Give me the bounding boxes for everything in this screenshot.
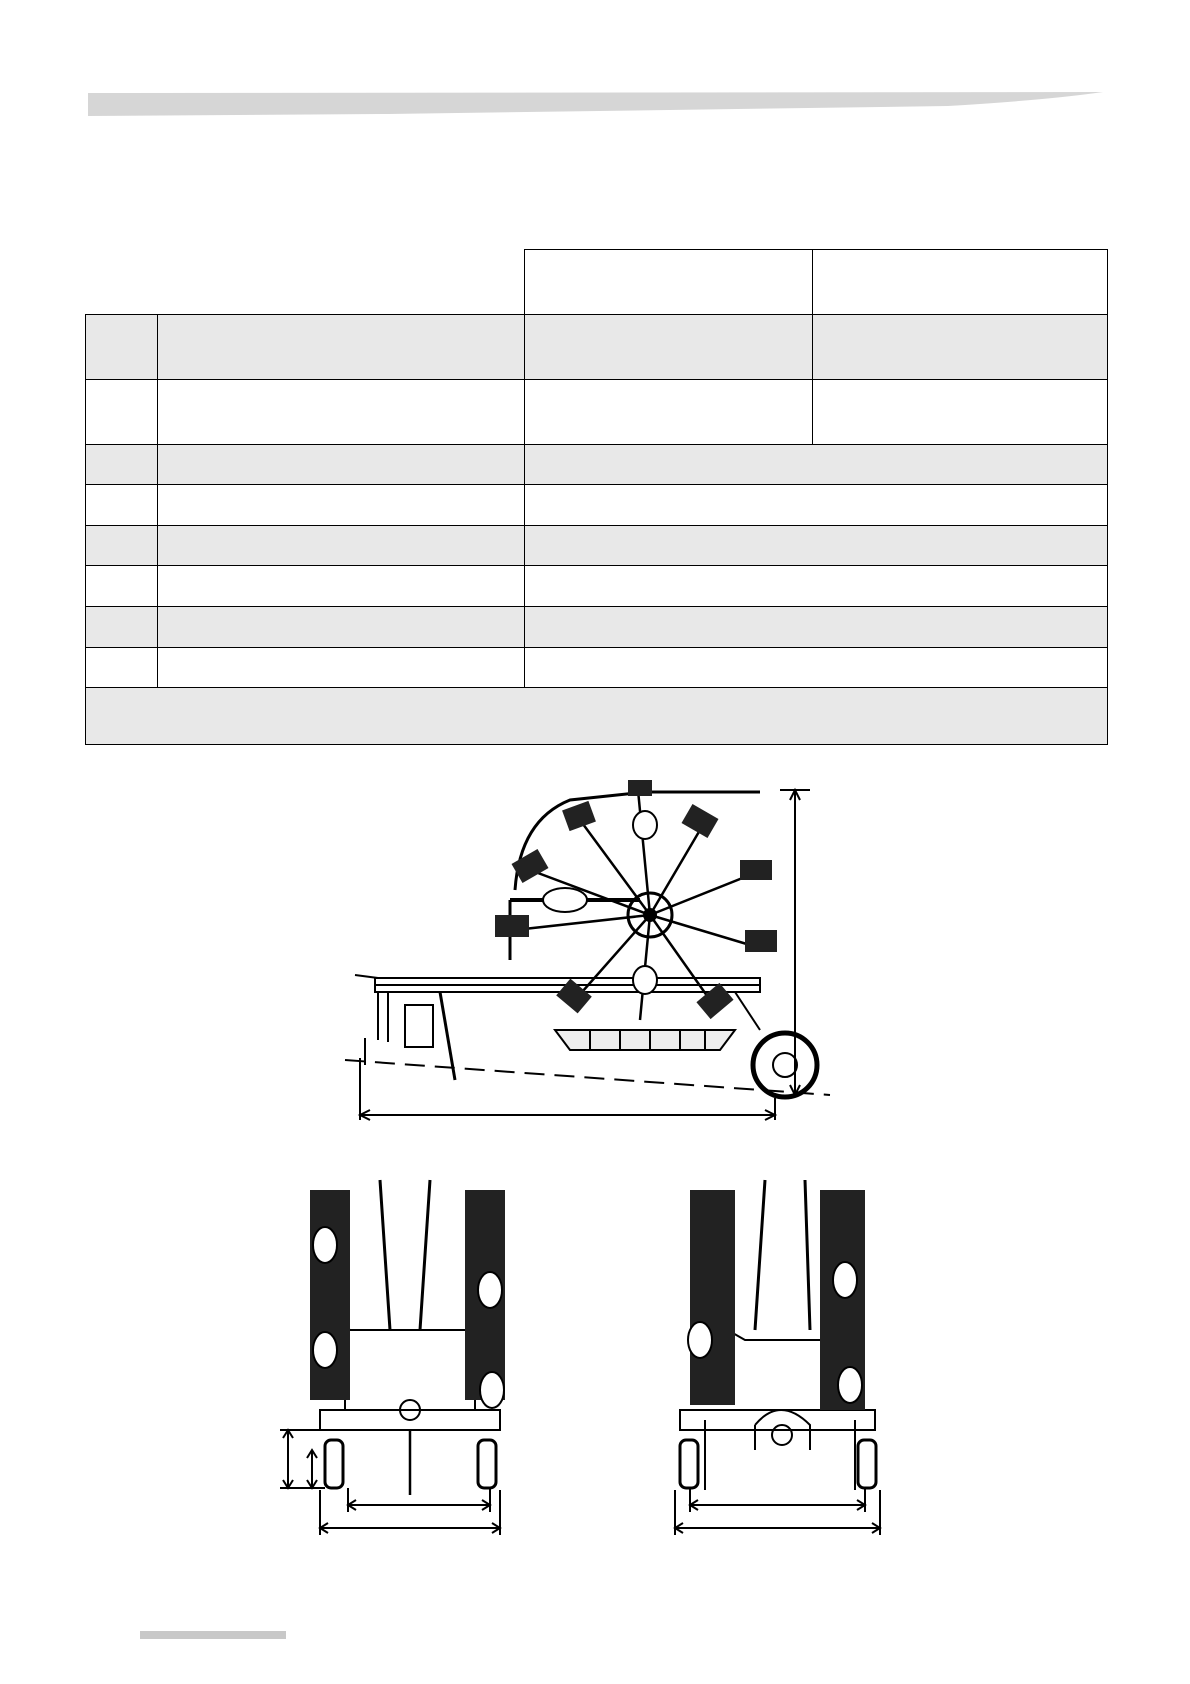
row-id: [86, 314, 158, 379]
row-id: [86, 606, 158, 647]
table-row: [86, 606, 1108, 647]
table-row: [86, 485, 1108, 526]
row-value: [525, 566, 1108, 607]
row-value: [525, 444, 1108, 485]
row-label: [158, 314, 525, 379]
row-label: [158, 379, 525, 444]
row-id: [86, 444, 158, 485]
row-id: [86, 647, 158, 688]
table-note-row: [86, 688, 1108, 745]
row-id: [86, 525, 158, 566]
row-value: [525, 485, 1108, 526]
row-value-b: [813, 314, 1108, 379]
table-row: [86, 566, 1108, 607]
table-note: [86, 688, 1108, 745]
header-band: [88, 88, 1103, 118]
row-value-a: [525, 314, 813, 379]
row-label: [158, 444, 525, 485]
table-header-row: [86, 250, 1108, 315]
row-id: [86, 485, 158, 526]
row-value: [525, 606, 1108, 647]
row-id: [86, 379, 158, 444]
row-label: [158, 566, 525, 607]
row-value: [525, 647, 1108, 688]
row-label: [158, 647, 525, 688]
row-label: [158, 525, 525, 566]
table-row: [86, 444, 1108, 485]
row-value-a: [525, 379, 813, 444]
row-label: [158, 606, 525, 647]
specification-table: [85, 249, 1108, 745]
table-corner: [86, 250, 525, 315]
rear-view-transport-drawing: [670, 1170, 910, 1550]
side-view-drawing: [340, 780, 880, 1130]
footer-bar: [140, 1631, 286, 1639]
table-header-cell: [525, 250, 813, 315]
table-row: [86, 314, 1108, 379]
row-id: [86, 566, 158, 607]
row-value-b: [813, 379, 1108, 444]
row-label: [158, 485, 525, 526]
table-row: [86, 525, 1108, 566]
table-row: [86, 647, 1108, 688]
table-header-cell: [813, 250, 1108, 315]
table-row: [86, 379, 1108, 444]
rear-view-working-drawing: [270, 1170, 550, 1550]
row-value: [525, 525, 1108, 566]
